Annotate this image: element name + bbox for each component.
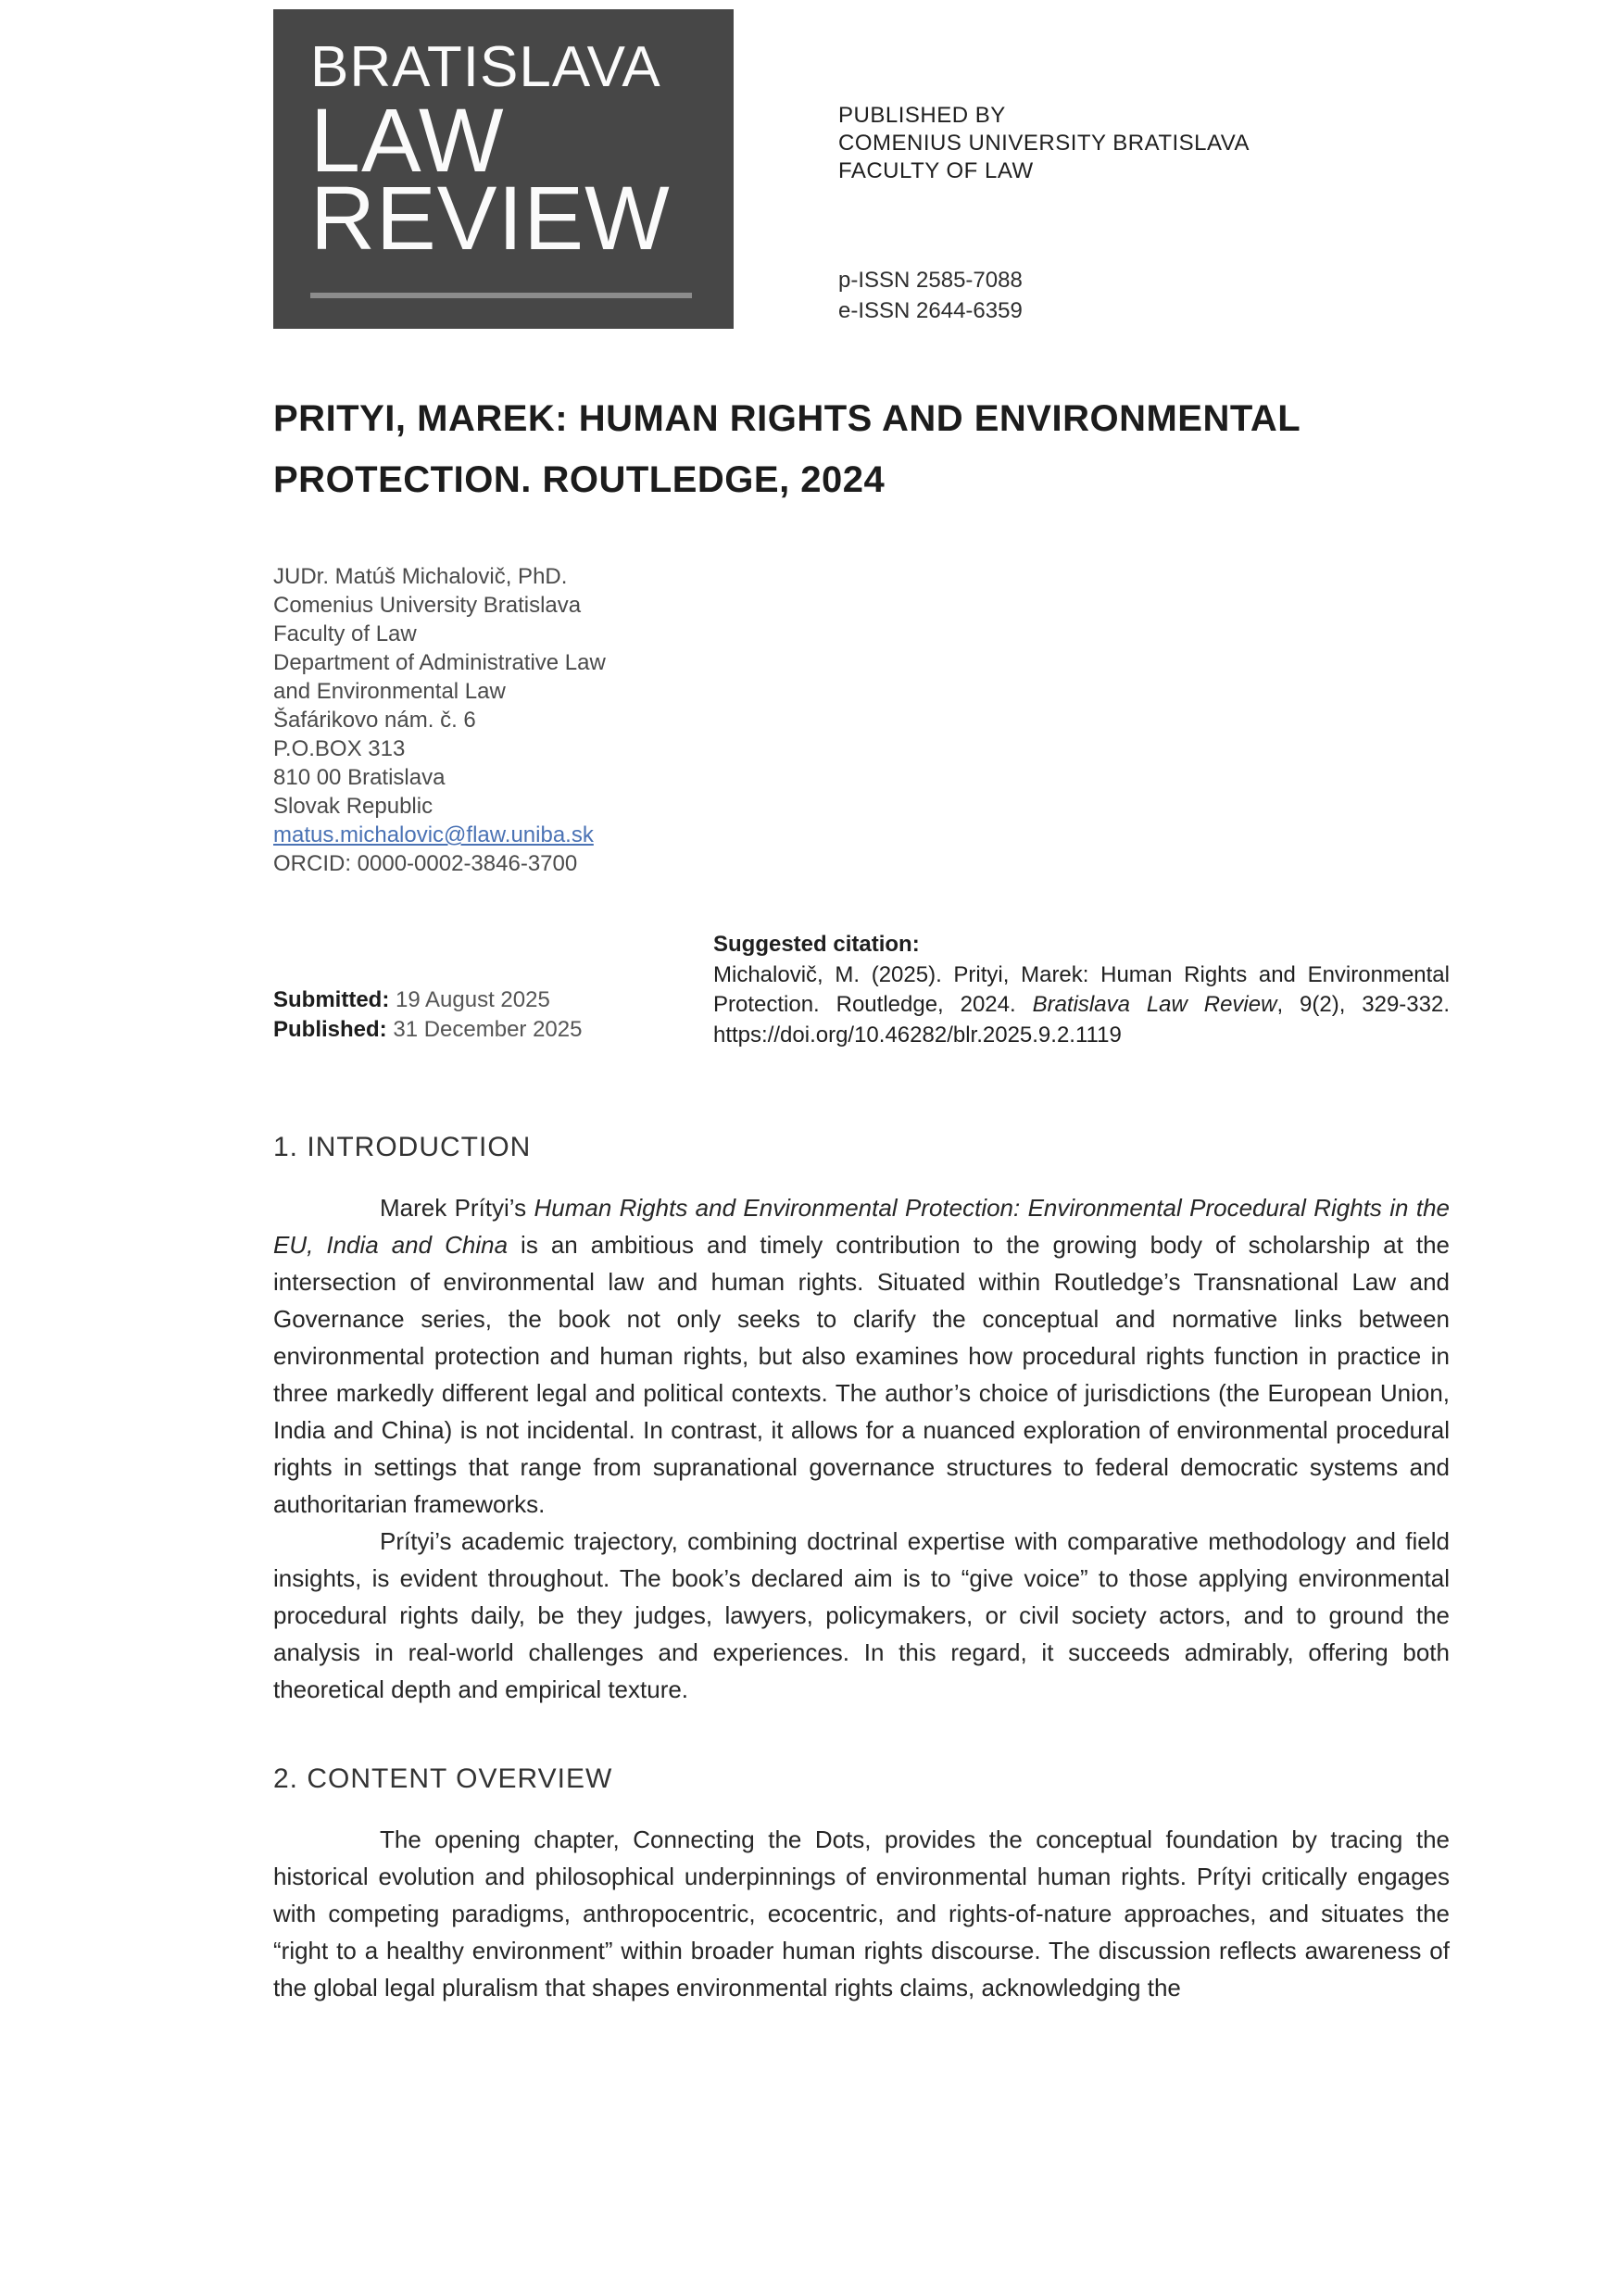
journal-logo	[273, 9, 734, 329]
author-faculty: Faculty of Law	[273, 621, 417, 646]
author-university: Comenius University Bratislava	[273, 593, 582, 618]
published-by-block	[838, 102, 1250, 185]
author-department-line1: Department of Administrative Law	[273, 650, 606, 675]
author-name: JUDr. Matúš Michalovič, PhD.	[273, 564, 568, 589]
issn-block	[838, 265, 1250, 326]
author-street: Šafárikovo nám. č. 6	[273, 708, 476, 733]
author-orcid: ORCID: 0000-0002-3846-3700	[273, 851, 578, 876]
author-department-line2: and Environmental Law	[273, 679, 506, 704]
logo-line-bratislava: BRATISLAVA	[310, 35, 661, 99]
article-body	[273, 1132, 1450, 2006]
paragraph: The opening chapter, Connecting the Dots, provides the conceptual foundation by tracing the historical evolution and philosophical underpinnings of environmental human rights. Prítyi critically engages with competing paradigms, anthropocentric, ecocentric, and rights-of-nature approaches, and situates the “right to a healthy environment” within broader human rights discourse. The discussion reflects awareness of the global legal pluralism that shapes environmental rights claims, acknowledging the	[273, 1826, 1450, 2001]
submitted-label: Submitted:	[273, 987, 390, 1012]
publisher-faculty: FACULTY OF LAW	[838, 158, 1034, 183]
published-row	[273, 1015, 713, 1045]
section-heading-introduction: 1. INTRODUCTION	[273, 1132, 532, 1162]
author-email-link[interactable]: matus.michalovic@flaw.uniba.sk	[273, 822, 594, 847]
citation-block	[713, 930, 1450, 1050]
publisher-name: COMENIUS UNIVERSITY BRATISLAVA	[838, 131, 1250, 156]
author-block	[273, 562, 1450, 878]
section-heading-content-overview: 2. CONTENT OVERVIEW	[273, 1763, 613, 1794]
meta-row	[273, 930, 1450, 1050]
masthead-right	[838, 9, 1250, 326]
author-country: Slovak Republic	[273, 794, 434, 819]
published-label: Published:	[273, 1017, 387, 1042]
author-city: 810 00 Bratislava	[273, 765, 446, 790]
logo-line-review: REVIEW	[310, 168, 671, 269]
masthead	[273, 9, 1450, 329]
print-issn: p-ISSN 2585-7088	[838, 268, 1023, 293]
dates-block	[273, 985, 713, 1045]
logo-line-law: LAW	[310, 90, 505, 191]
submitted-date: 19 August 2025	[396, 987, 550, 1012]
citation-text: Michalovič, M. (2025). Prityi, Marek: Human Rights and Environmental Protection. Routledge, 2024. Bratislava Law Review, 9(2), 329-332. https://doi.org/10.46282/blr.2025.9.2.1119	[713, 961, 1451, 1048]
article-title: PRITYI, MAREK: HUMAN RIGHTS AND ENVIRONMENTAL PROTECTION. ROUTLEDGE, 2024	[273, 398, 1301, 500]
citation-label: Suggested citation:	[713, 932, 920, 957]
paragraph: Prítyi’s academic trajectory, combining doctrinal expertise with comparative methodology and field insights, is evident throughout. The book’s declared aim is to “give voice” to those applying environmental procedural rights daily, be they judges, lawyers, policymakers, or civil society actors, and to ground the analysis in real-world challenges and experiences. In this regard, it succeeds admirably, offering both theoretical depth and empirical texture.	[273, 1527, 1450, 1703]
paragraph: Marek Prítyi’s Human Rights and Environmental Protection: Environmental Procedural Rights in the EU, India and China is an ambitious and timely contribution to the growing body of scholarship at the intersection of environmental law and human rights. Situated within Routledge’s Transnational Law and Governance series, the book not only seeks to clarify the conceptual and normative links between environmental protection and human rights, but also examines how procedural rights function in practice in three markedly different legal and political contexts. The author’s choice of jurisdictions (the European Union, India and China) is not incidental. In contrast, it allows for a nuanced exploration of environmental procedural rights in settings that range from supranational governance structures to federal democratic systems and authoritarian frameworks.	[273, 1194, 1450, 1518]
published-date: 31 December 2025	[393, 1017, 583, 1042]
author-pobox: P.O.BOX 313	[273, 736, 406, 761]
logo-divider	[310, 293, 692, 298]
submitted-row	[273, 985, 713, 1015]
published-by-line: PUBLISHED BY	[838, 103, 1006, 128]
electronic-issn: e-ISSN 2644-6359	[838, 298, 1023, 323]
